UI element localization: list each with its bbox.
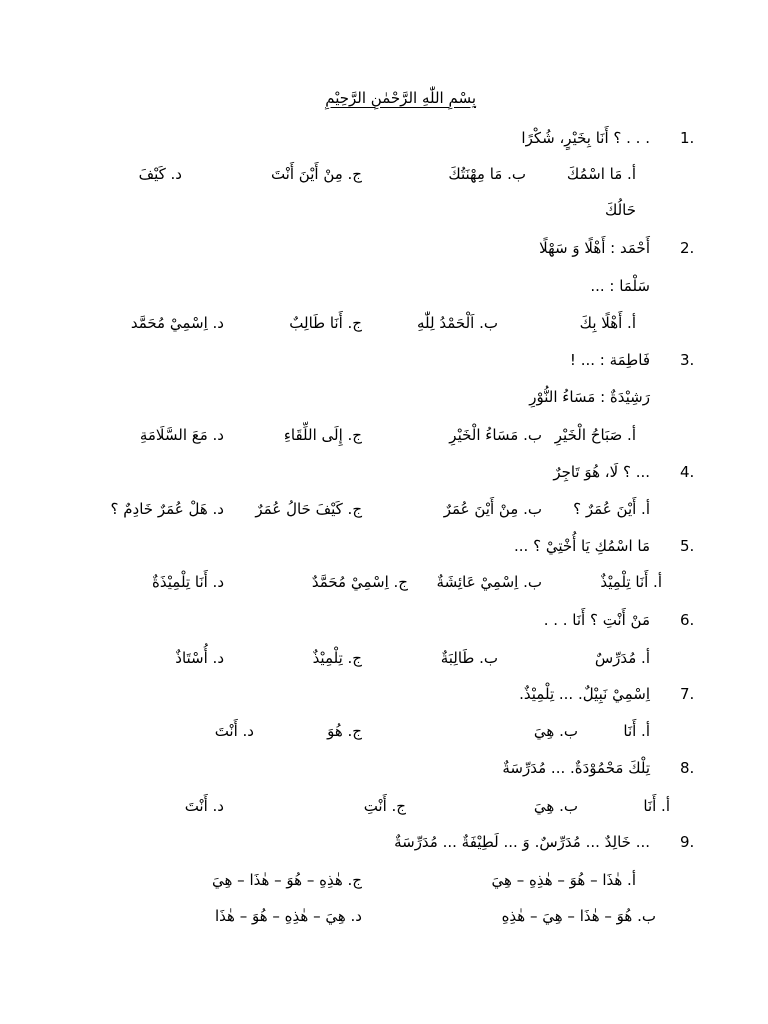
option-c: ج. اِسْمِيْ مُحَمَّدٌ: [311, 573, 408, 591]
option-d: د. مَعَ السَّلَامَةِ: [139, 426, 224, 444]
question-number: 3.: [680, 351, 695, 369]
question-text: . . . ؟ أَنَا بِخَيْرٍ، شُكْرًا: [521, 129, 650, 147]
option-d: د. اِسْمِيْ مُحَمَّد: [130, 314, 224, 332]
question-text: ... ؟ لَا، هُوَ تَاجِرٌ: [553, 463, 650, 481]
option-c: ج. تِلْمِيْذٌ: [312, 649, 362, 667]
document-title: بِسْمِ اللّٰهِ الرَّحْمٰنِ الرَّحِيْمِ: [325, 89, 476, 107]
option-a: أ. أَنَا: [643, 797, 670, 815]
question-text: مَنْ أَنْتِ ؟ أَنَا . . .: [543, 611, 650, 629]
option-c: ج. مِنْ أَيْنَ أَنْتَ: [270, 165, 362, 183]
option-a: أ. أَنَا: [623, 722, 650, 740]
question-number: 6.: [680, 611, 695, 629]
question-number: 8.: [680, 759, 695, 777]
option-b: ب. مَا مِهْنَتُكَ: [448, 165, 526, 183]
option-c: ج. هٰذِهِ – هُوَ – هٰذَا – هِيَ: [212, 871, 362, 889]
question-number: 1.: [680, 129, 695, 147]
question-text: رَشِيْدَةٌ : مَسَاءُ النُّوْرِ: [529, 388, 650, 406]
option-a: أ. أَنَا تِلْمِيْذٌ: [600, 573, 662, 591]
question-number: 7.: [680, 685, 695, 703]
option-b: ب. اِسْمِيْ عَائِشَةٌ: [436, 573, 542, 591]
option-d: د. هَلْ عُمَرٌ خَادِمٌ ؟: [110, 500, 224, 518]
question-number: 5.: [680, 537, 695, 555]
option-c: ج. إِلَى اللِّقَاءِ: [283, 426, 362, 444]
option-a: أ. مَا اسْمُكَ: [566, 165, 636, 183]
option-d: د. أَنْتَ: [184, 797, 224, 815]
option-b: ب. هُوَ – هٰذَا – هِيَ – هٰذِهِ: [501, 907, 656, 925]
option-c: ج. أَنَا طَالِبٌ: [289, 314, 362, 332]
option-b: ب. هِيَ: [533, 722, 578, 740]
option-d: د. أَنَا تِلْمِيْذَةٌ: [152, 573, 224, 591]
option-b: ب. مِنْ أَيْنَ عُمَرٌ: [443, 500, 542, 518]
question-text: ... خَالِدٌ ... مُدَرِّسٌ. وَ ... لَطِيْفَةٌ ... مُدَرِّسَةٌ: [394, 833, 650, 851]
question-text: سَلْمَا : ...: [590, 277, 650, 295]
option-d: د. أَنْتَ: [214, 722, 254, 740]
option-d: د. كَيْفَ: [138, 165, 182, 183]
option-c: ج. كَيْفَ حَالُ عُمَرٌ: [255, 500, 362, 518]
option-a: أ. صَبَاحُ الْخَيْرِ: [554, 426, 636, 444]
option-d-continued: حَالُكَ: [604, 201, 636, 219]
question-text: تِلْكَ مَحْمُوْدَةٌ. ... مُدَرِّسَةٌ: [502, 759, 650, 777]
option-b: ب. هِيَ: [533, 797, 578, 815]
question-text: اِسْمِيْ نَبِيْلٌ. ... تِلْمِيْذٌ.: [519, 685, 650, 703]
question-number: 9.: [680, 833, 695, 851]
question-text: فَاطِمَة : ... !: [569, 351, 650, 369]
question-number: 2.: [680, 239, 695, 257]
option-a: أ. مُدَرِّسٌ: [594, 649, 650, 667]
question-text: مَا اسْمُكِ يَا أُخْتِيْ ؟ ...: [514, 537, 650, 555]
option-b: ب. طَالِبَةٌ: [440, 649, 498, 667]
option-a: أ. أَيْنَ عُمَرٌ ؟: [573, 500, 650, 518]
option-d: د. أُسْتَاذٌ: [175, 649, 224, 667]
question-number: 4.: [680, 463, 695, 481]
option-c: ج. هُوَ: [327, 722, 362, 740]
option-b: ب. مَسَاءُ الْخَيْرِ: [449, 426, 542, 444]
question-text: أَحْمَد : أَهْلًا وَ سَهْلًا: [539, 239, 650, 257]
option-a: أ. أَهْلًا بِكَ: [579, 314, 636, 332]
option-a: أ. هٰذَا – هُوَ – هٰذِهِ – هِيَ: [491, 871, 636, 889]
option-b: ب. اَلْحَمْدُ لِلّٰهِ: [417, 314, 498, 332]
option-d: د. هِيَ – هٰذِهِ – هُوَ – هٰذَا: [215, 907, 362, 925]
option-c: ج. أَنْتِ: [363, 797, 406, 815]
